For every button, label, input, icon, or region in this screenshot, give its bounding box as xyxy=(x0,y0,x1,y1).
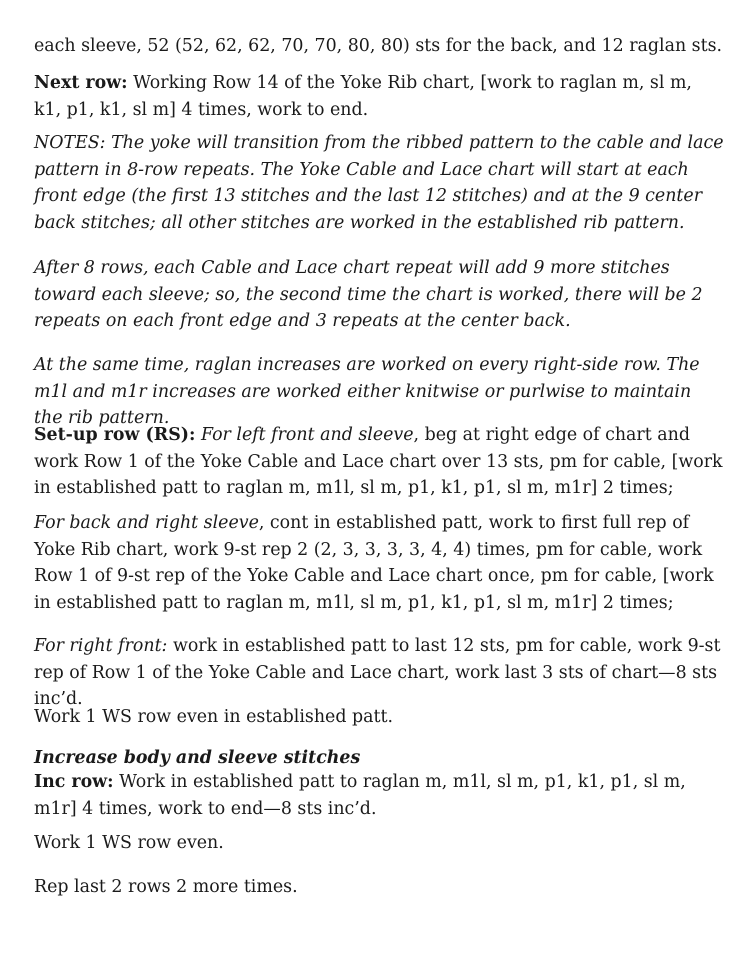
setup-row-label: Set-up row (RS): xyxy=(34,425,196,445)
next-row-text: Working Row 14 of the Yoke Rib chart, [work to raglan m, sl m, k1, p1, k1, sl m] 4 times, work to end. xyxy=(34,73,692,120)
notes-transition-text: NOTES: The yoke will transition from the ribbed pattern to the cable and lace pattern in 8-row repeats. The Yoke Cable and Lace chart will start at each front edge (the first 13 stitches and the last 12 stitches) and at the 9 center back stitches; all other stitches are worked in the established rib pattern. xyxy=(34,133,724,233)
right-front-section: For right front: xyxy=(34,636,168,656)
paragraph-inc-row xyxy=(34,769,724,822)
inc-row-text: Work in established patt to raglan m, m1l, sl m, p1, k1, p1, sl m, m1r] 4 times, work to end—8 sts inc’d. xyxy=(34,772,686,819)
next-row-label: Next row: xyxy=(34,73,128,93)
notes-raglan-text: At the same time, raglan increases are worked on every right-side row. The m1l and m1r increases are worked either knitwise or purlwise to maintain the rib pattern. xyxy=(34,355,700,428)
back-sleeve-section: For back and right sleeve xyxy=(34,513,259,533)
paragraph-ws-row xyxy=(34,704,724,731)
back-sleeve-text: , cont in established patt, work to first full rep of Yoke Rib chart, work 9-st rep 2 (2, 3, 3, 3, 3, 4, 4) times, pm for cable, work Row 1 of 9-st rep of the Yoke Cable and Lace chart once, pm for cable, [work in established patt to raglan m, m1l, sl m, p1, k1, p1, sl m, m1r] 2 times; xyxy=(34,513,714,613)
paragraph-setup-row xyxy=(34,422,724,502)
inc-row-label: Inc row: xyxy=(34,772,114,792)
paragraph-back-sleeve xyxy=(34,510,724,616)
paragraph-right-front xyxy=(34,633,724,713)
notes-repeats-text: After 8 rows, each Cable and Lace chart repeat will add 9 more stitches toward each sleeve; so, the second time the chart is worked, there will be 2 repeats on each front edge and 3 repeats at the center back. xyxy=(34,258,703,331)
ws-even-text: Work 1 WS row even. xyxy=(34,833,224,853)
section-heading-text: Increase body and sleeve stitches xyxy=(34,748,361,768)
stitch-counts-text: each sleeve, 52 (52, 62, 62, 70, 70, 80, 80) sts for the back, and 12 raglan sts. xyxy=(34,36,723,56)
paragraph-notes-repeats xyxy=(34,255,724,335)
repeat-text: Rep last 2 rows 2 more times. xyxy=(34,877,298,897)
right-front-text: work in established patt to last 12 sts, pm for cable, work 9-st rep of Row 1 of the Yoke Cable and Lace chart, work last 3 sts of chart—8 sts inc’d. xyxy=(34,636,721,709)
paragraph-next-row xyxy=(34,70,724,123)
paragraph-notes-transition xyxy=(34,130,724,236)
setup-row-text: , beg at right edge of chart and work Row 1 of the Yoke Cable and Lace chart over 13 sts, pm for cable, [work in established patt to raglan m, m1l, sl m, p1, k1, p1, sl m, m1r] 2 times; xyxy=(34,425,723,498)
ws-row-text: Work 1 WS row even in established patt. xyxy=(34,707,393,727)
paragraph-notes-raglan xyxy=(34,352,724,432)
paragraph-ws-even xyxy=(34,830,724,857)
paragraph-stitch-counts xyxy=(34,33,724,60)
paragraph-repeat xyxy=(34,874,724,901)
setup-row-section: For left front and sleeve xyxy=(195,425,414,445)
section-heading xyxy=(34,745,724,772)
